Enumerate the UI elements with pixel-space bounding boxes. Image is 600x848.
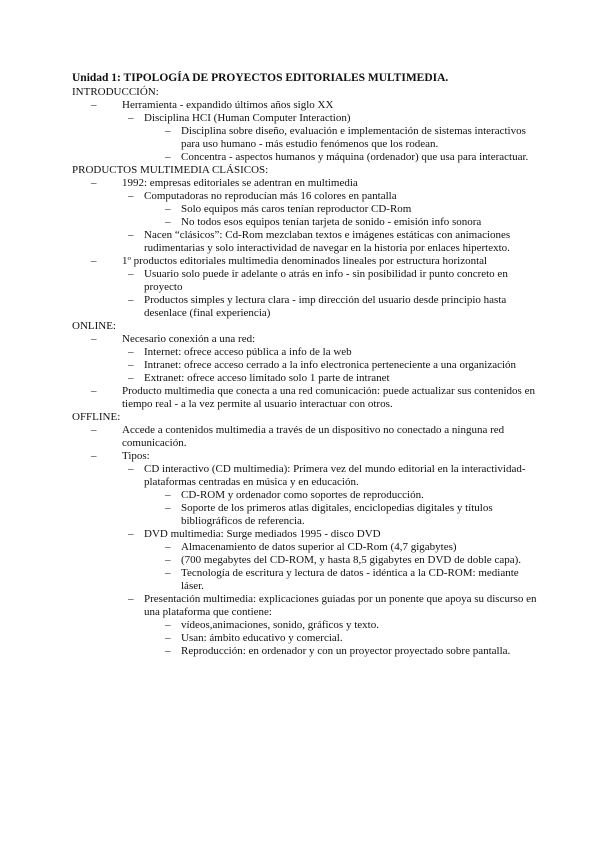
list-item-text: Soporte de los primeros atlas digitales, enciclopedias digitales y títulos bibliográficos de referencia. <box>181 502 493 527</box>
bullet-dash: – <box>91 255 97 267</box>
list-item-text: Producto multimedia que conecta a una red comunicación: puede actualizar sus contenidos en tiempo real - a la vez permite al usuario interactuar con otros. <box>122 385 535 410</box>
bullet-dash: – <box>165 567 171 579</box>
bullet-dash: – <box>165 151 171 163</box>
bullet-dash: – <box>165 502 171 514</box>
list-item <box>72 463 540 489</box>
list-item <box>72 528 540 541</box>
bullet-dash: – <box>128 528 134 540</box>
bullet-dash: – <box>165 203 171 215</box>
bullet-dash: – <box>165 632 171 644</box>
list-item <box>72 619 540 632</box>
bullet-dash: – <box>91 177 97 189</box>
list-item-text: Necesario conexión a una red: <box>122 333 256 345</box>
bullet-dash: – <box>165 125 171 137</box>
list-item-text: Accede a contenidos multimedia a través de un dispositivo no conectado a ninguna red comunicación. <box>122 424 505 449</box>
list-item <box>72 229 540 255</box>
bullet-dash: – <box>91 424 97 436</box>
list-item-text: 1º productos editoriales multimedia denominados lineales por estructura horizontal <box>122 255 488 267</box>
list-item <box>72 255 540 268</box>
list-item-text: Disciplina HCI (Human Computer Interaction) <box>144 112 351 124</box>
list-item <box>72 593 540 619</box>
bullet-dash: – <box>91 450 97 462</box>
list-item-text: Extranet: ofrece acceso limitado solo 1 parte de intranet <box>144 372 390 384</box>
list-item-text: Almacenamiento de datos superior al CD-Rom (4,7 gigabytes) <box>181 541 457 553</box>
list-item <box>72 125 540 151</box>
list-item-text: Tipos: <box>122 450 150 462</box>
list-item <box>72 151 540 164</box>
list-item-text: CD interactivo (CD multimedia): Primera vez del mundo editorial en la interactividad- plataformas centradas en música y en educación. <box>144 463 526 488</box>
bullet-dash: – <box>165 541 171 553</box>
bullet-dash: – <box>128 190 134 202</box>
section-heading-clasicos: PRODUCTOS MULTIMEDIA CLÁSICOS: <box>72 164 269 176</box>
list-item-text: Reproducción: en ordenador y con un proyector proyectado sobre pantalla. <box>181 645 511 657</box>
bullet-dash: – <box>91 333 97 345</box>
bullet-dash: – <box>128 346 134 358</box>
bullet-dash: – <box>128 268 134 280</box>
list-item-text: Nacen “clásicos”: Cd-Rom mezclaban textos e imágenes estáticas con animaciones rudimentarias y solo interactividad de navegar en la historia por enlaces hipertexto. <box>144 229 511 254</box>
list-item-text: CD-ROM y ordenador como soportes de reproducción. <box>181 489 424 501</box>
list-item <box>72 372 540 385</box>
list-item-text: DVD multimedia: Surge mediados 1995 - disco DVD <box>144 528 381 540</box>
list-item <box>72 489 540 502</box>
list-item-text: Solo equipos más caros tenían reproductor CD-Rom <box>181 203 412 215</box>
document-title: Unidad 1: TIPOLOGÍA DE PROYECTOS EDITORIALES MULTIMEDIA. <box>72 72 449 84</box>
list-item-text: Internet: ofrece acceso pública a info de la web <box>144 346 352 358</box>
list-item <box>72 346 540 359</box>
list-item-text: Productos simples y lectura clara - imp dirección del usuario desde principio hasta desenlace (final experiencia) <box>144 294 507 319</box>
list-item <box>72 502 540 528</box>
list-item-text: Herramienta - expandido últimos años siglo XX <box>122 99 334 111</box>
list-item <box>72 268 540 294</box>
list-item <box>72 645 540 658</box>
list-item <box>72 112 540 125</box>
bullet-dash: – <box>128 372 134 384</box>
bullet-dash: – <box>165 554 171 566</box>
bullet-dash: – <box>165 619 171 631</box>
list-item <box>72 177 540 190</box>
section-heading-online: ONLINE: <box>72 320 116 332</box>
list-item <box>72 567 540 593</box>
list-item <box>72 554 540 567</box>
list-item-text: Intranet: ofrece acceso cerrado a la info electronica perteneciente a una organización <box>144 359 517 371</box>
list-item <box>72 294 540 320</box>
list-item-text: Tecnología de escritura y lectura de datos - idéntica a la CD-ROM: mediante láser. <box>181 567 519 592</box>
bullet-dash: – <box>128 359 134 371</box>
list-item <box>72 632 540 645</box>
list-item-text: Computadoras no reproducían más 16 colores en pantalla <box>144 190 397 202</box>
bullet-dash: – <box>165 216 171 228</box>
list-item <box>72 333 540 346</box>
list-item <box>72 541 540 554</box>
bullet-dash: – <box>165 489 171 501</box>
list-item <box>72 450 540 463</box>
list-item-text: Usan: ámbito educativo y comercial. <box>181 632 343 644</box>
bullet-dash: – <box>128 463 134 475</box>
list-item-text: Disciplina sobre diseño, evaluación e implementación de sistemas interactivos para uso humano - más estudio fenómenos que los rodean. <box>181 125 526 150</box>
list-item-text: (700 megabytes del CD-ROM, y hasta 8,5 gigabytes en DVD de doble capa). <box>181 554 522 566</box>
list-item <box>72 359 540 372</box>
list-item-text: Concentra - aspectos humanos y máquina (ordenador) que usa para interactuar. <box>181 151 529 163</box>
list-item-text: Usuario solo puede ir adelante o atrás en info - sin posibilidad ir punto concreto en proyecto <box>144 268 508 293</box>
bullet-dash: – <box>91 99 97 111</box>
list-item <box>72 424 540 450</box>
list-item-text: No todos esos equipos tenían tarjeta de sonido - emisión info sonora <box>181 216 482 228</box>
list-item <box>72 190 540 203</box>
list-item-text: Presentación multimedia: explicaciones guiadas por un ponente que apoya su discurso en una plataforma que contiene: <box>144 593 537 618</box>
section-heading-offline: OFFLINE: <box>72 411 121 423</box>
list-item <box>72 99 540 112</box>
list-item-text: vídeos,animaciones, sonido, gráficos y texto. <box>181 619 379 631</box>
list-item <box>72 203 540 216</box>
list-item <box>72 385 540 411</box>
bullet-dash: – <box>165 645 171 657</box>
bullet-dash: – <box>91 385 97 397</box>
list-item-text: 1992: empresas editoriales se adentran en multimedia <box>122 177 358 189</box>
bullet-dash: – <box>128 294 134 306</box>
bullet-dash: – <box>128 593 134 605</box>
bullet-dash: – <box>128 229 134 241</box>
bullet-dash: – <box>128 112 134 124</box>
list-item <box>72 216 540 229</box>
section-heading-introduccion: INTRODUCCIÓN: <box>72 86 159 98</box>
